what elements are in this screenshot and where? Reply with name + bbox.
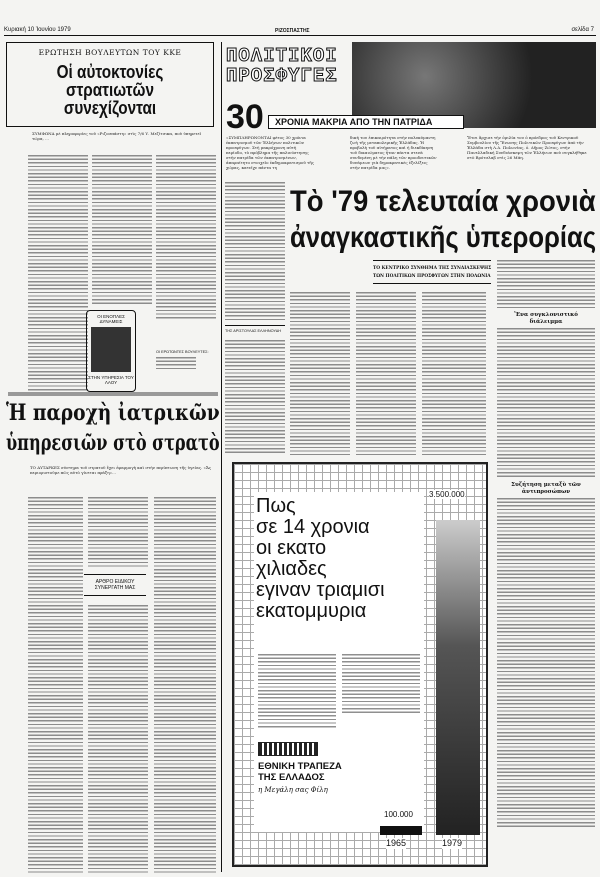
section-title	[226, 46, 338, 86]
body-column	[497, 328, 595, 478]
section-line: ΠΡΟΣΦΥΓΕΣ	[226, 65, 338, 87]
bar-1965	[380, 826, 422, 835]
body-column	[156, 155, 216, 320]
signers-list	[156, 357, 196, 371]
headline: Οἱ αὐτοκτονίες στρατιωτῶν συνεχίζονται	[56, 62, 164, 118]
divider	[8, 392, 218, 396]
section-line: ΠΟΛΙΤΙΚΟΙ	[226, 45, 338, 67]
soldiers-photo	[91, 327, 131, 372]
ad-headline-line: οι εκατο	[256, 537, 327, 559]
headline-line-wrap	[6, 398, 220, 428]
bank-slogan: η Μεγάλη σας Φίλη	[258, 786, 328, 794]
year-1965: 1965	[386, 838, 407, 848]
page-number: σελίδα 7	[571, 27, 594, 33]
body-column	[356, 292, 416, 455]
subhead	[373, 260, 491, 284]
ad-body	[258, 654, 336, 729]
subhead-line-wrap	[373, 272, 491, 280]
headline-line-wrap	[6, 428, 220, 458]
article-label: ΑΡΘΡΟ ΕΙΔΙΚΟΥ ΣΥΝΕΡΓΑΤΗ ΜΑΣ	[84, 574, 146, 596]
ad-body	[342, 654, 420, 714]
headline-line: ὑπηρεσιῶν στὸ στρατὸ	[6, 430, 220, 456]
body-column	[497, 260, 595, 308]
body-column	[92, 155, 152, 305]
headline-line: Ἡ παροχὴ ἰατρικῶν	[6, 400, 220, 426]
ad-headline-line: χιλιαδες	[256, 558, 327, 580]
body-column	[28, 155, 88, 393]
body-column	[88, 605, 148, 875]
headline-line-wrap	[290, 184, 596, 220]
ad-headline	[256, 496, 385, 622]
headline-line: Τὸ '79 τελευταία χρονιὰ	[290, 185, 596, 218]
body-column	[497, 498, 595, 828]
medical-lead: ΤΟ ΑΥΤΑΡΚΕΣ σύστημα τοῦ στρατοῦ ἔχει ἐφαρμογὴ καὶ στὴν περίπτωση τῆς ὑγείας. «Ἄς περιοριστοῦμε πῶς αὐτὸ γίνεται πράξη»...	[30, 465, 212, 475]
banner: ΧΡΟΝΙΑ ΜΑΚΡΙΑ ΑΠΟ ΤΗΝ ΠΑΤΡΙΔΑ	[268, 115, 464, 129]
ad-headline-line: εγιναν τριαμισι	[256, 579, 385, 601]
lead-text: ΣΥΜΦΩΝΑ μὲ πληροφορίες τοῦ «Ριζοσπάστη» στὶς 7/6 Υ. Μεζίτσικα, ποὺ ὑπηρετεῖ τώρα, ...	[32, 131, 202, 141]
body-column	[154, 497, 216, 875]
bar-label-1965: 100.000	[384, 810, 413, 819]
header-rule	[4, 35, 596, 36]
bar-1979	[436, 520, 480, 835]
refugees-headline	[290, 184, 596, 256]
subhead-line-wrap	[373, 264, 491, 272]
ad-headline-line: εκατομμυρια	[256, 600, 367, 622]
body-column	[290, 292, 350, 455]
bank-name-line: ΕΘΝΙΚΗ ΤΡΑΠΕΖΑ	[258, 761, 342, 772]
column-rule	[221, 42, 222, 872]
headline-line: ἀναγκαστικῆς ὑπερορίας	[290, 221, 597, 254]
subhead-line: ΤΩΝ ΠΟΛΙΤΙΚΩΝ ΠΡΟΣΦΥΓΩΝ ΣΤΗΝ ΠΟΛΩΝΙΑ	[373, 273, 491, 279]
body-column	[225, 182, 285, 322]
bank-ad	[232, 462, 488, 867]
inset-box	[86, 310, 136, 392]
bank-building-logo	[258, 742, 318, 756]
headline-line-wrap	[290, 220, 596, 256]
bar-label-1979: 3.500.000	[429, 490, 465, 499]
ad-headline-line: σε 14 χρονια	[256, 516, 370, 538]
newspaper-name: ΡΙΖΟΣΠΑΣΤΗΣ	[275, 28, 310, 34]
bank-name	[258, 761, 342, 783]
byline: ΤΗΣ ΑΡΙΣΤΟΥΛΑΣ ΕΛΛΗΝΟΥΔΗ	[225, 325, 285, 333]
headline-box	[6, 42, 214, 127]
body-column	[28, 497, 83, 875]
subhead-line: ΤΟ ΚΕΝΤΡΙΚΟ ΣΥΝΘΗΜΑ ΤΗΣ ΣΥΝΔΙΑΣΚΕΨΗΣ	[373, 265, 492, 271]
subhead-crosshead: Συζήτηση μεταξὺ τῶν ἀντιπροσώπων	[511, 482, 581, 495]
lead-column: «ΣΥΜΠΛΗΡΩΝΟΝΤΑΙ φέτος 30 χρόνια ἐκπατρισμοῦ τῶν Ἑλλήνων πολιτικῶν προσφύγων. Στὴ μακρόχρονη αὐτὴ περίοδο, τὸ πρόβλημα τῆς παλινόστησης στὴν πατρίδα τῶν ἐκπατρισμένων, ἀπαραίτητο στοιχεῖο ἐκδημοκρατισμοῦ τῆς χώρας, κατεῖχε πάντα τη	[226, 135, 314, 170]
inset-caption: ΣΤΗΝ ΥΠΗΡΕΣΙΑ ΤΟΥ ΛΑΟΥ	[88, 375, 134, 385]
kicker: ΕΡΩΤΗΣΗ ΒΟΥΛΕΥΤΩΝ ΤΟΥ ΚΚΕ	[38, 48, 182, 57]
thirty-number: 30	[226, 98, 264, 136]
body-column	[225, 340, 285, 455]
body-column	[422, 292, 486, 455]
bank-name-line: ΤΗΣ ΕΛΛΑΔΟΣ	[258, 772, 325, 783]
lead-column: Ἔτσι ἄρχισε τὴν ὁμιλία του ὁ πρόεδρος τοῦ Κεντρικοῦ Συμβουλίου τῆς Ἕνωσης Πολιτικῶν Προσφύγων ἀπὸ τὴν Ἑλλάδα στὴ Λ.Δ. Πολωνίας, ὁ. Δῆμος Ζώτος, στὴν Πανελλαδική Συνδιάσκεψη τῶν Ἑλλήνων ποὺ συγκλήθηκε στὸ Βρότσλαβ στὶς 26 Μάη.	[467, 135, 587, 160]
year-1979: 1979	[442, 838, 463, 848]
inset-title: ΟΙ ΕΝΟΠΛΕΣ ΔΥΝΑΜΕΙΣ	[97, 314, 125, 324]
body-column	[88, 497, 148, 567]
lead-column: δική του ἐπικαιρότητα στὴν πολυκύμαντη ζωὴ τῆς μεταπολεμικῆς Ἑλλάδας. Ἡ προβολὴ τοῦ αἰτήματος καὶ ἡ διεκδίκηση τοῦ δικαιώματος ἦταν πάντα στενὰ συνδεμένη μὲ τὴν πάλη τῶν προοδευτικῶν δυνάμεων γιὰ δημοκρατικὲς ἐξελίξεις στὴν πατρίδα μας».	[350, 135, 437, 170]
signers-label: ΟΙ ΕΡΩΤΩΝΤΕΣ ΒΟΥΛΕΥΤΕΣ:	[156, 350, 209, 354]
issue-date: Κυριακή 10 Ἰουνίου 1979	[4, 27, 71, 33]
subhead-crosshead: Ἕνα συγκλονιστικό διάλειμμα	[514, 312, 578, 325]
ad-headline-line: Πως	[256, 495, 296, 517]
medical-headline	[6, 398, 220, 458]
